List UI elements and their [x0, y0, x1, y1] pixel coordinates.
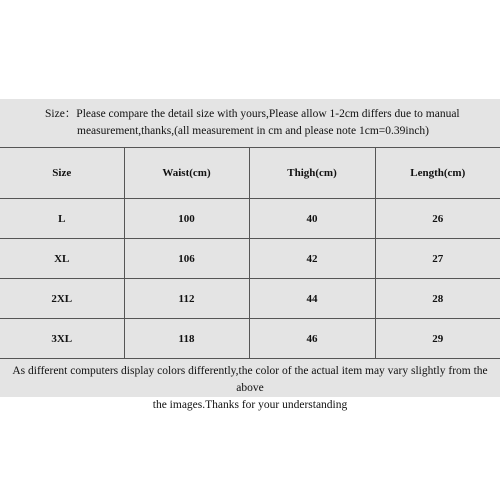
- color-disclaimer-line-1: As different computers display colors differently,the color of the actual item may vary slightly from the above: [12, 365, 488, 394]
- header-size: Size: [0, 148, 124, 199]
- cell-length: 27: [375, 239, 500, 279]
- table-row: [0, 239, 500, 279]
- header-length: Length(cm): [375, 148, 500, 199]
- cell-size: 3XL: [0, 319, 124, 359]
- cell-size: 2XL: [0, 279, 124, 319]
- cell-size: L: [0, 199, 124, 239]
- cell-length: 29: [375, 319, 500, 359]
- cell-waist: 100: [124, 199, 249, 239]
- header-thigh: Thigh(cm): [249, 148, 375, 199]
- size-table: [0, 147, 500, 359]
- cell-length: 28: [375, 279, 500, 319]
- header-waist: Waist(cm): [124, 148, 249, 199]
- table-header-row: [0, 148, 500, 199]
- cell-thigh: 44: [249, 279, 375, 319]
- cell-length: 26: [375, 199, 500, 239]
- color-disclaimer: [0, 363, 500, 414]
- cell-thigh: 46: [249, 319, 375, 359]
- size-note: [0, 99, 500, 147]
- cell-waist: 106: [124, 239, 249, 279]
- cell-thigh: 40: [249, 199, 375, 239]
- table-row: [0, 319, 500, 359]
- cell-waist: 118: [124, 319, 249, 359]
- table-row: [0, 279, 500, 319]
- cell-thigh: 42: [249, 239, 375, 279]
- size-note-line-1: Size：Please compare the detail size with yours,Please allow 1-2cm differs due to manual: [45, 108, 460, 120]
- cell-waist: 112: [124, 279, 249, 319]
- size-note-line-2: measurement,thanks,(all measurement in cm and please note 1cm=0.39inch): [77, 125, 430, 137]
- cell-size: XL: [0, 239, 124, 279]
- color-disclaimer-line-2: the images.Thanks for your understanding: [152, 399, 348, 411]
- table-row: [0, 199, 500, 239]
